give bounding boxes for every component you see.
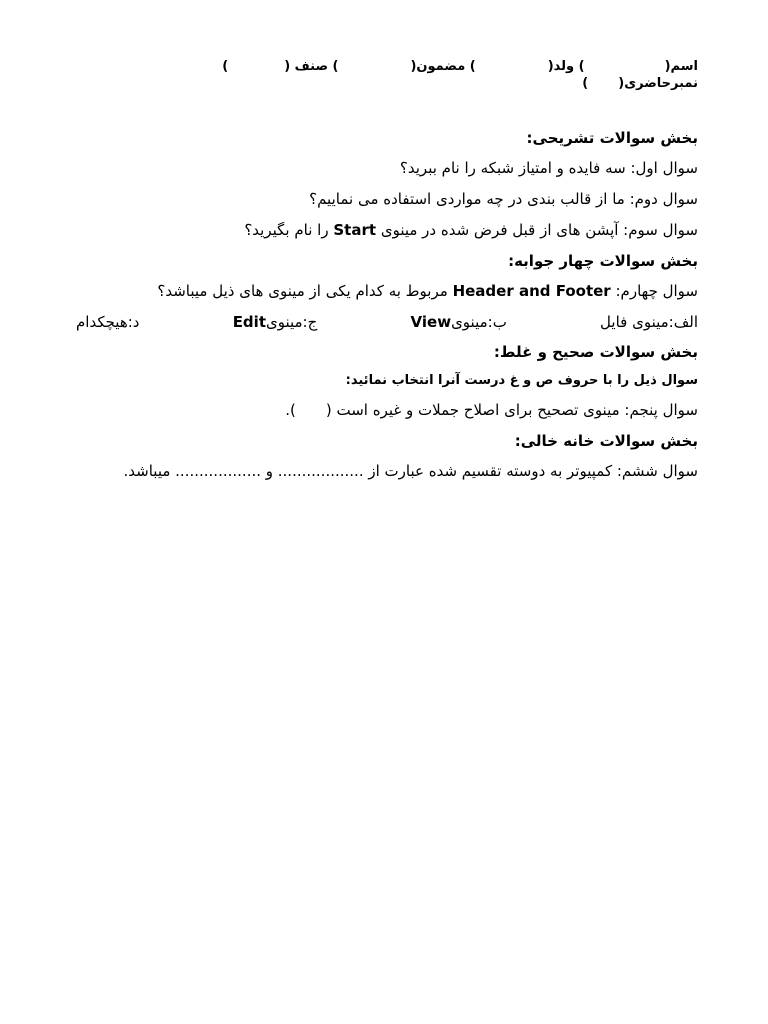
subject-label: ) مضمون( [410, 59, 476, 74]
option-d: د:هیچکدام [76, 313, 140, 331]
true-false-instruction: سوال ذیل را با حروف ص و غ درست آنرا انتخاب نمائید: [345, 373, 698, 388]
question-1: سوال اول: سه فایده و امتیاز شبکه را نام ببرید؟ [399, 159, 698, 177]
exam-sheet [72, 58, 698, 492]
question-3-before: سوال سوم: آپشن های از قبل فرض شده در مینوی [380, 221, 698, 239]
name-label: اسم( [664, 59, 698, 74]
section-multiple-choice-title: بخش سوالات چهار جوابه: [508, 252, 698, 270]
question-5-after: ). [285, 401, 296, 419]
question-3-term: Start [333, 221, 377, 239]
option-b-term: View [410, 313, 452, 331]
question-5-before: سوال پنجم: مینوی تصحیح برای اصلاح جملات و غیره است ( [325, 401, 698, 419]
question-6: سوال ششم: کمپیوتر به دوسته تقسیم شده عبارت از .................. و .................. میباشد. [123, 462, 698, 480]
section-fill-blank-title: بخش سوالات خانه خالی: [514, 432, 698, 450]
question-4-before: سوال چهارم: [615, 282, 698, 300]
student-info-line [72, 58, 698, 75]
father-label: ) ولد( [547, 59, 585, 74]
option-a: الف:مینوی فایل [600, 313, 698, 331]
question-3 [72, 220, 698, 240]
question-4 [72, 281, 698, 301]
option-c-prefix: ج:مینوی [265, 313, 318, 331]
section-true-false-title: بخش سوالات صحیح و غلط: [493, 343, 698, 361]
question-3-after: را نام بگیرید؟ [244, 221, 329, 239]
section-descriptive-title: بخش سوالات تشریحی: [526, 129, 698, 147]
option-b-prefix: ب:مینوی [451, 313, 507, 331]
class-label: ) صنف ( [284, 59, 339, 74]
question-4-after: مربوط به کدام یکی از مینوی های ذیل میباشد؟ [157, 282, 448, 300]
class-close: ) [222, 59, 229, 74]
question-2: سوال دوم: ما از قالب بندی در چه مواردی استفاده می نماییم؟ [309, 190, 698, 208]
option-c [233, 312, 318, 332]
option-b [411, 312, 507, 332]
option-c-term: Edit [232, 313, 266, 331]
attendance-close: ) [582, 76, 589, 91]
attendance-line [72, 75, 698, 92]
question-4-options [76, 312, 698, 332]
question-5 [72, 400, 698, 420]
attendance-label: نمبرحاضری( [618, 76, 698, 91]
question-4-term: Header and Footer [452, 282, 611, 300]
